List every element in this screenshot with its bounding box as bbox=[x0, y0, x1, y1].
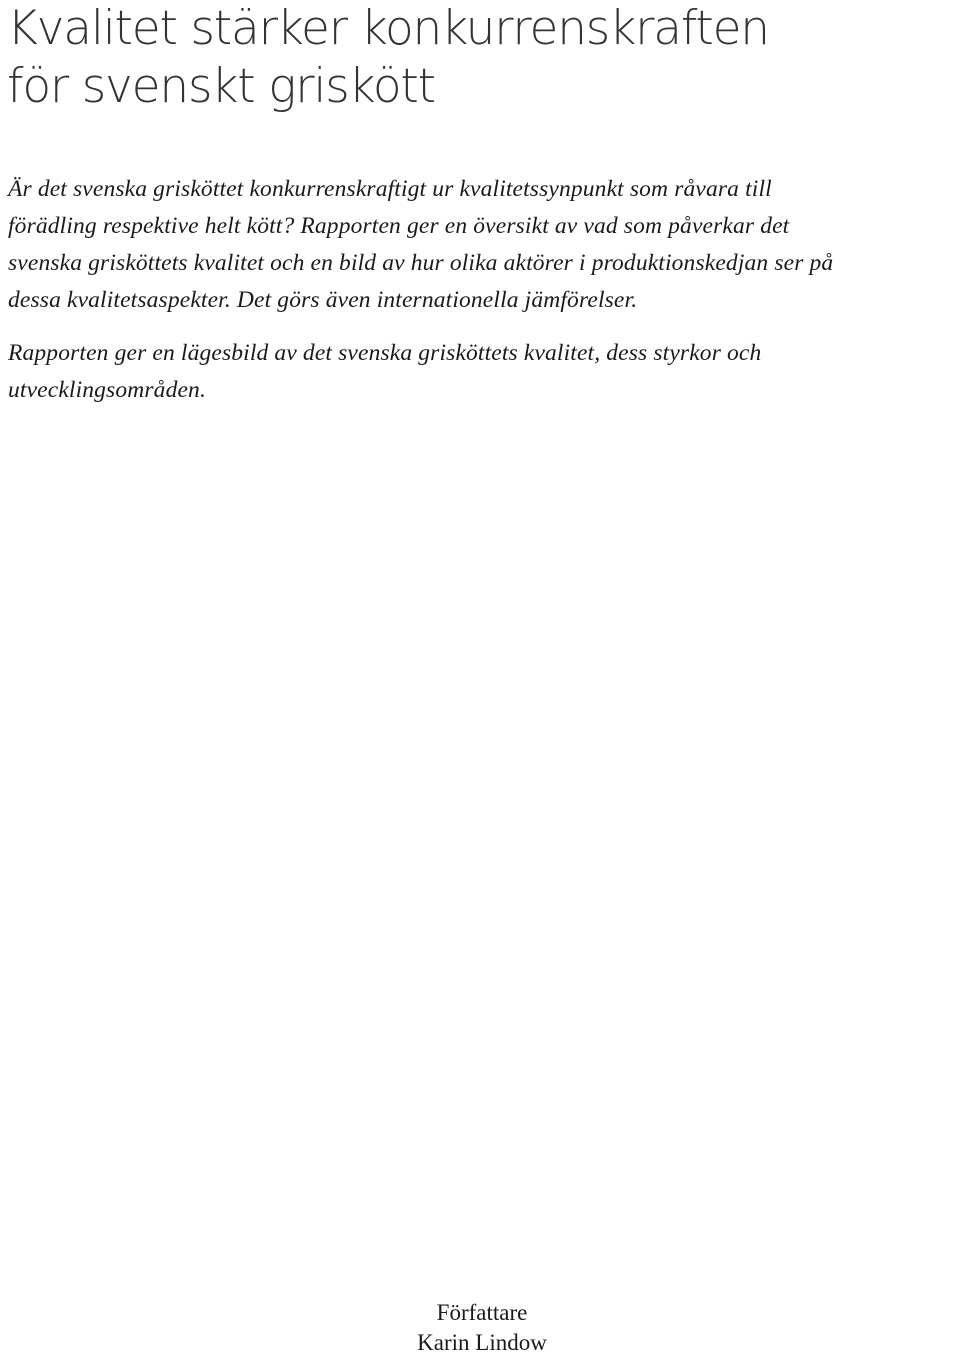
title-line-1: Kvalitet stärker konkurrenskraften bbox=[7, 1, 769, 56]
author-block bbox=[360, 1298, 604, 1358]
summary-line: Rapporten ger en lägesbild av det svenska grisköttets kvalitet, dess styrkor och bbox=[8, 340, 762, 366]
intro-line: Är det svenska grisköttet konkurrenskraftigt ur kvalitetssynpunkt som råvara till bbox=[8, 176, 772, 202]
title-line-2: för svenskt griskött bbox=[7, 59, 435, 114]
summary-paragraph bbox=[8, 335, 958, 409]
author-name: Karin Lindow bbox=[417, 1330, 547, 1355]
intro-line: förädling respektive helt kött? Rapporten ger en översikt av vad som påverkar det bbox=[8, 213, 790, 239]
page-title bbox=[7, 0, 947, 116]
summary-line: utvecklingsområden. bbox=[8, 377, 206, 403]
intro-line: svenska grisköttets kvalitet och en bild av hur olika aktörer i produktionskedjan ser på bbox=[8, 250, 834, 276]
intro-line: dessa kvalitetsaspekter. Det görs även internationella jämförelser. bbox=[8, 287, 638, 313]
intro-paragraph bbox=[8, 171, 958, 319]
author-label: Författare bbox=[436, 1300, 528, 1325]
